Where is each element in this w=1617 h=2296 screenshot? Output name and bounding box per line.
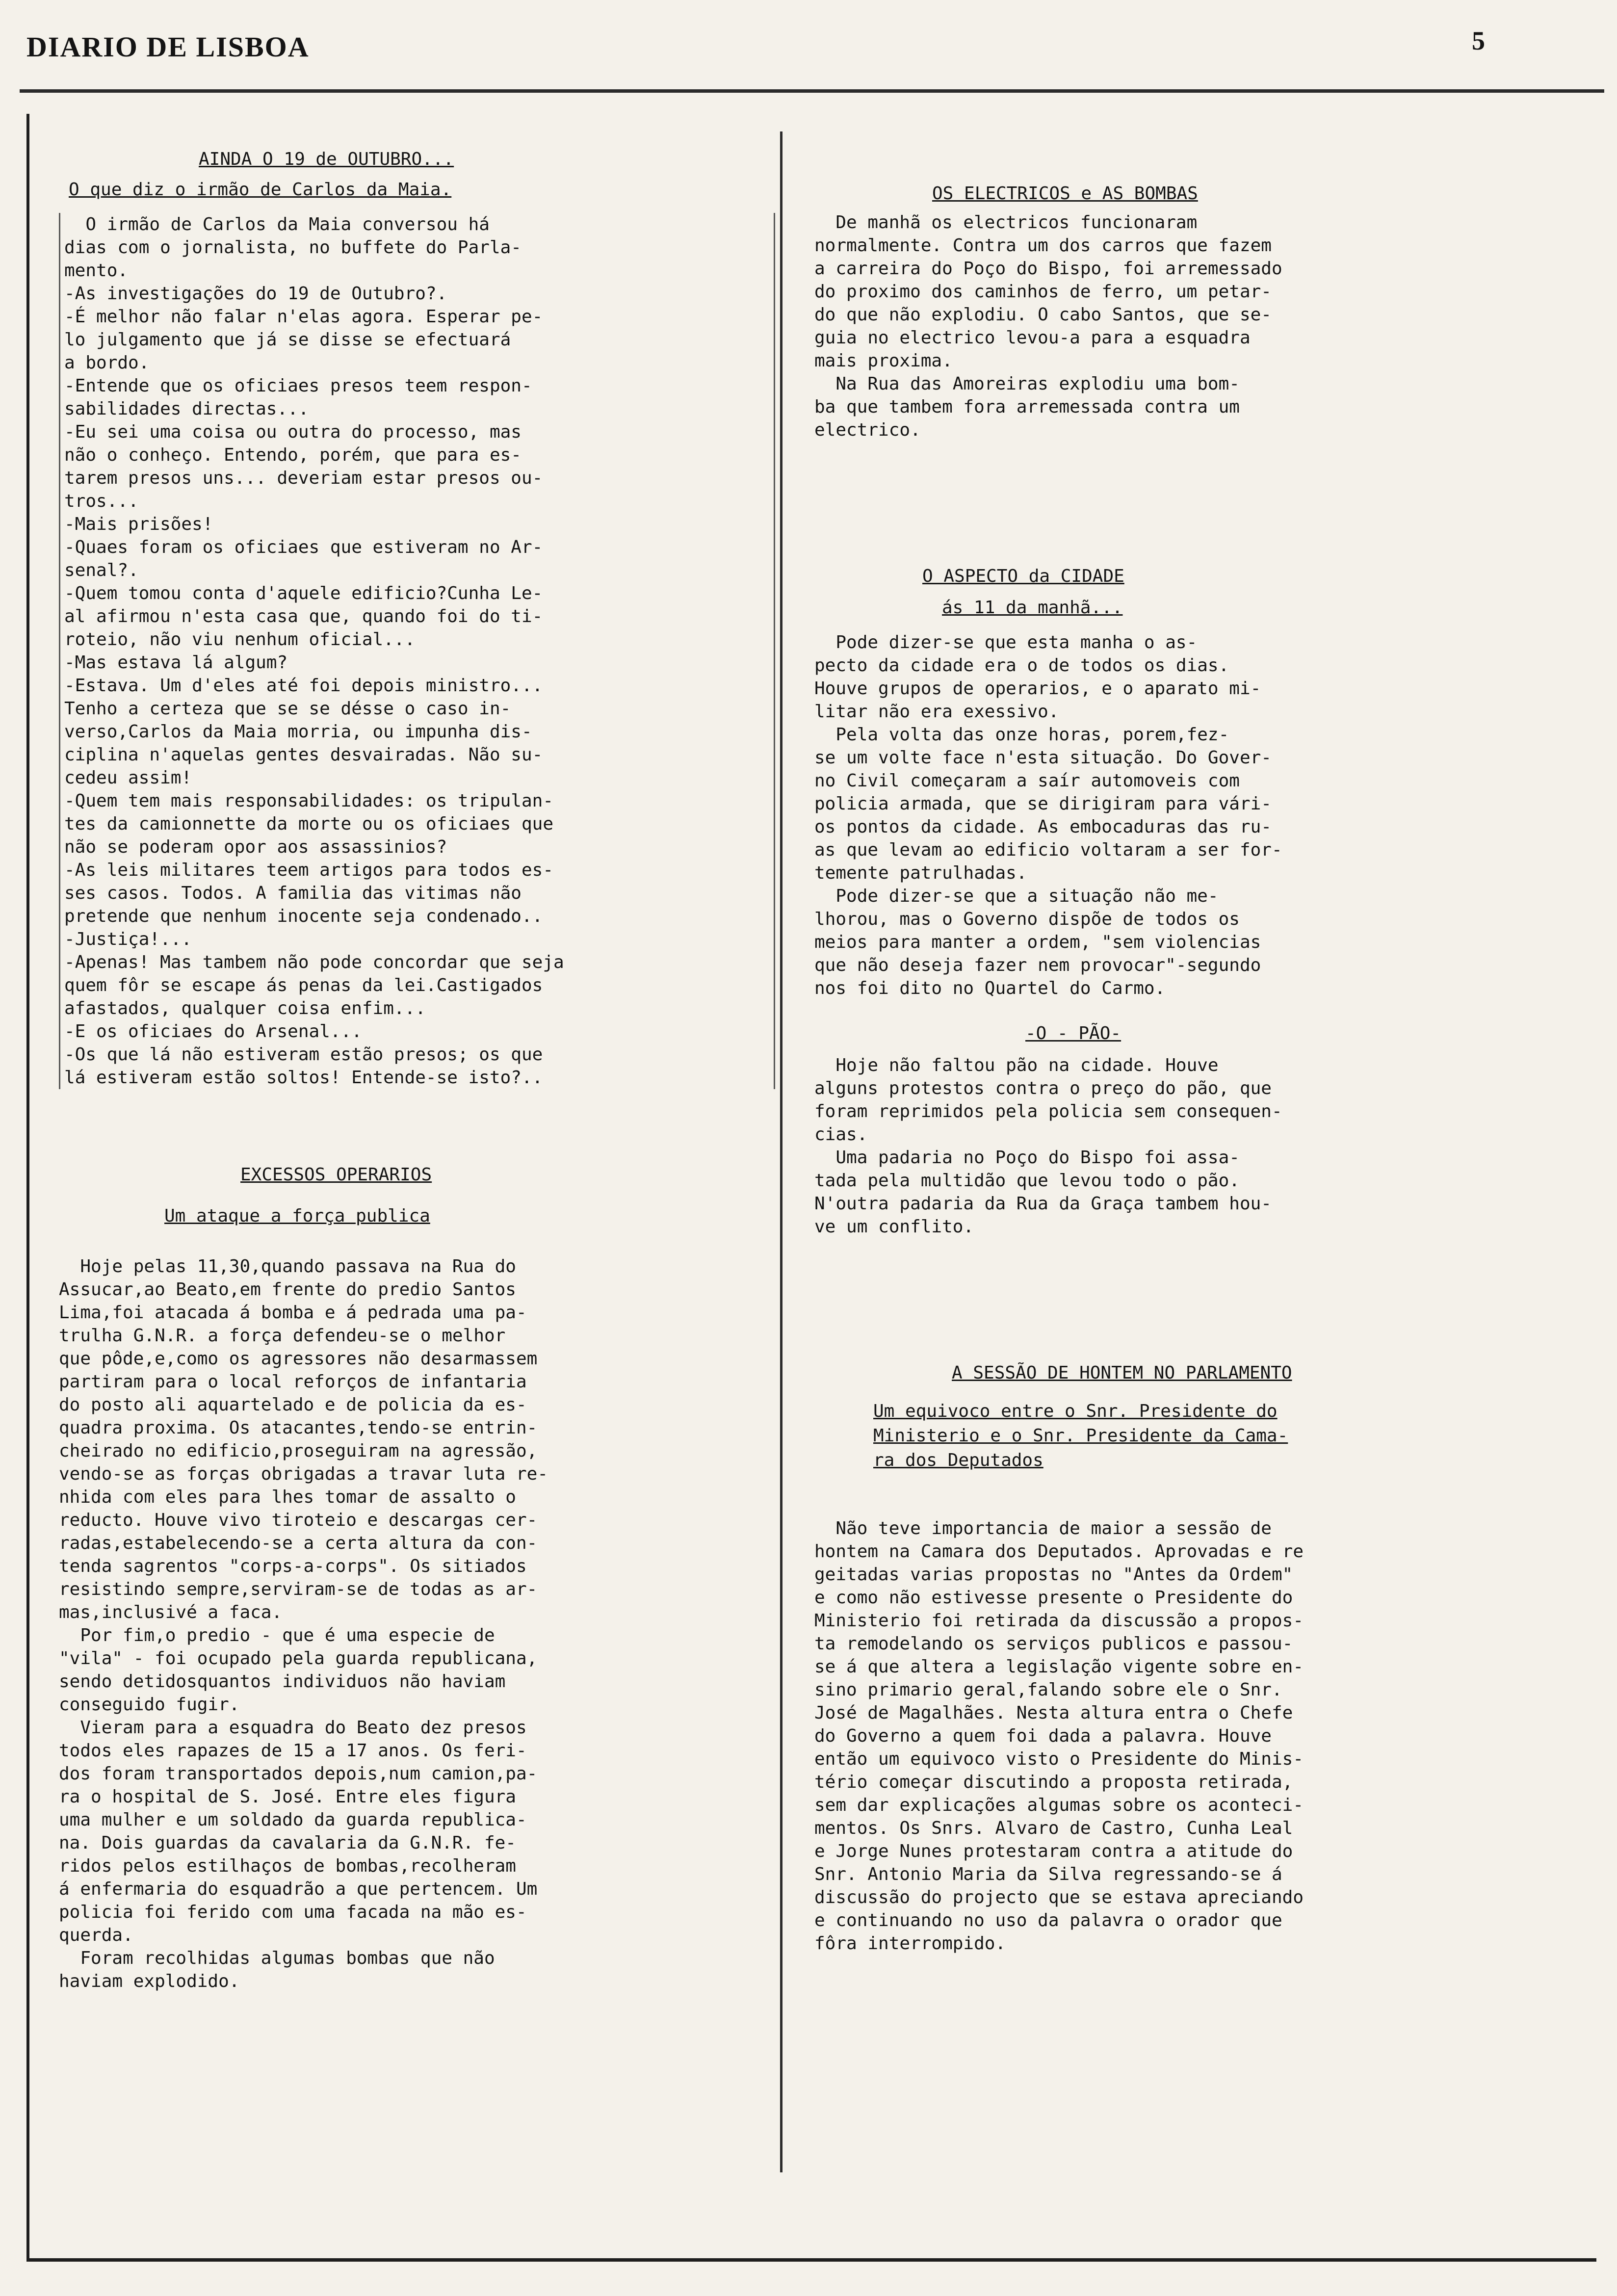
article-body: De manhã os electricos funcionaram normalmente. Contra um dos carros que fazem a carreira do Poço do Bispo, foi arremessado do proximo dos caminhos de ferro, um petar- do que não explodiu. O cabo Santos, que se- guia no electrico levou-a para a esquadra mais proxima. Na Rua das Amoreiras explodiu uma bom- ba que tambem fora arremessada contra um electrico. <box>814 212 1282 440</box>
masthead <box>0 0 1617 93</box>
article-body: Não teve importancia de maior a sessão de hontem na Camara dos Deputados. Aprovadas e re geitadas varias propostas no "Antes da Ordem" e como não estivesse presente o Presidente do Ministerio foi retirada da discussão a propos- ta remodelando os serviços publicos e passou- se á que altera a legislação vigente sobre en- sino primario geral,falando sobre ele o Snr. José de Magalhães. Nesta altura entra o Chefe do Governo a quem foi dada a palavra. Houve então um equivoco visto o Presidente do Minis- tério começar discutindo a proposta retirada, sem dar explicações algumas sobre os aconteci- mentos. Os Snrs. Alvaro de Castro, Cunha Leal e Jorge Nunes protestaram contra a atitude do Snr. Antonio Maria da Silva regressando-se á discussão do projecto que se estava apreciando e continuando no uso da palavra o orador que fôra interrompido. <box>814 1518 1304 1954</box>
article-body: O irmão de Carlos da Maia conversou há dias com o jornalista, no buffete do Parla- mento. -As investigações do 19 de Outubro?. -É melhor não falar n'elas agora. Esperar pe- lo julgamento que já se disse se efectuará a bordo. -Entende que os oficiaes presos teem respon- sabilidades directas... -Eu sei uma coisa ou outra do processo, mas não o conheço. Entendo, porém, que para es- tarem presos uns... deveriam estar presos ou- tros... -Mais prisões! -Quaes foram os oficiaes que estiveram no Ar- senal?. -Quem tomou conta d'aquele edificio?Cunha Le- al afirmou n'esta casa que, quando foi do ti- roteio, não viu nenhum oficial... -Mas estava lá algum? -Estava. Um d'eles até foi depois ministro... Tenho a certeza que se se désse o caso in- verso,Carlos da Maia morria, ou impunha dis- ciplina n'aquelas gentes desvairadas. Não su- cedeu assim! -Quem tem mais responsabilidades: os tripulan- tes da camionnette da morte ou os oficiaes que não se poderam opor aos assassinios? -As leis militares teem artigos para todos es- ses casos. Todos. A familia das vitimas não pretende que nenhum inocente seja condenado.. -Justiça!... -Apenas! Mas tambem não pode concordar que seja quem fôr se escape ás penas da lei.Castigados afastados, qualquer coisa enfim... -E os oficiaes do Arsenal... -Os que lá não estiveram estão presos; os que lá estiveram estão soltos! Entende-se isto?.. <box>59 213 775 1089</box>
article-body: Pode dizer-se que esta manha o as- pecto da cidade era o de todos os dias. Houve grupos de operarios, e o aparato mi- litar não era exessivo. Pela volta das onze horas, porem,fez- se um volte face n'esta situação. Do Gover- no Civil começaram a saír automoveis com policia armada, que se dirigiram para vári- os pontos da cidade. As embocaduras das ru- as que levam ao edificio voltaram a ser for- temente patrulhadas. Pode dizer-se que a situação não me- lhorou, mas o Governo dispõe de todos os meios para manter a ordem, "sem violencias que não deseja fazer nem provocar"-segundo nos foi dito no Quartel do Carmo. <box>814 632 1282 998</box>
article-headline: Um equivoco entre o Snr. Presidente do Ministerio e o Snr. Presidente da Cama- ra dos Deputados <box>873 1401 1288 1470</box>
article-19-outubro <box>59 147 775 1089</box>
column-divider <box>780 131 782 2172</box>
article-headline: -O - PÃO- <box>1025 1023 1121 1044</box>
article-headline: O ASPECTO da CIDADE <box>922 566 1124 586</box>
article-excessos-operarios <box>59 1163 775 1993</box>
article-kicker: AINDA O 19 de OUTUBRO... <box>199 149 454 169</box>
page-number: 5 <box>1472 26 1485 55</box>
article-subhead: ás 11 da manhã... <box>942 598 1123 618</box>
article-pao <box>814 1021 1531 1238</box>
article-body: Hoje não faltou pão na cidade. Houve alguns protestos contra o preço do pão, que foram reprimidos pela policia sem consequen- cias. Uma padaria no Poço do Bispo foi assa- tada pela multidão que levou todo o pão. N'outra padaria da Rua da Graça tambem hou- ve um conflito. <box>814 1055 1282 1237</box>
article-electricos <box>814 182 1531 442</box>
article-kicker: EXCESSOS OPERARIOS <box>240 1165 432 1185</box>
article-body: Hoje pelas 11,30,quando passava na Rua do Assucar,ao Beato,em frente do predio Santos Lima,foi atacada á bomba e á pedrada uma pa- trulha G.N.R. a força defendeu-se o melhor que pôde,e,como os agressores não desarmassem partiram para o local reforços de infantaria do posto ali aquartelado e de policia da es- quadra proxima. Os atacantes,tendo-se entrin- cheirado no edificio,proseguiram na agressão, vendo-se as forças obrigadas a travar luta re- nhida com eles para lhes tomar de assalto o reducto. Houve vivo tiroteio e descargas cer- radas,estabelecendo-se a certa altura da con- tenda sagrentos "corps-a-corps". Os sitiados resistindo sempre,serviram-se de todas as ar- mas,inclusivé a faca. Por fim,o predio - que é uma especie de "vila" - foi ocupado pela guarda republicana, sendo detidosquantos individuos não haviam conseguido fugir. Vieram para a esquadra do Beato dez presos todos eles rapazes de 15 a 17 anos. Os feri- dos foram transportados depois,num camion,pa- ra o hospital de S. José. Entre eles figura uma mulher e um soldado da guarda republica- na. Dois guardas da cavalaria da G.N.R. fe- ridos pelos estilhaços de bombas,recolheram á enfermaria do esquadrão a que pertencem. Um policia foi ferido com uma facada na mão es- querda. Foram recolhidas algumas bombas que não haviam explodido. <box>59 1256 548 1991</box>
article-aspecto-cidade <box>814 564 1531 1000</box>
article-sessao-parlamento <box>814 1361 1531 1955</box>
article-headline: OS ELECTRICOS e AS BOMBAS <box>932 183 1198 204</box>
header-rule <box>20 89 1604 93</box>
article-headline: Um ataque a força publica <box>164 1206 430 1226</box>
newspaper-name: DIARIO DE LISBOA <box>26 31 310 63</box>
article-kicker: A SESSÃO DE HONTEM NO PARLAMENTO <box>952 1363 1292 1383</box>
right-column <box>814 147 1531 2232</box>
article-headline: O que diz o irmão de Carlos da Maia. <box>69 180 452 200</box>
left-column <box>59 147 775 2232</box>
